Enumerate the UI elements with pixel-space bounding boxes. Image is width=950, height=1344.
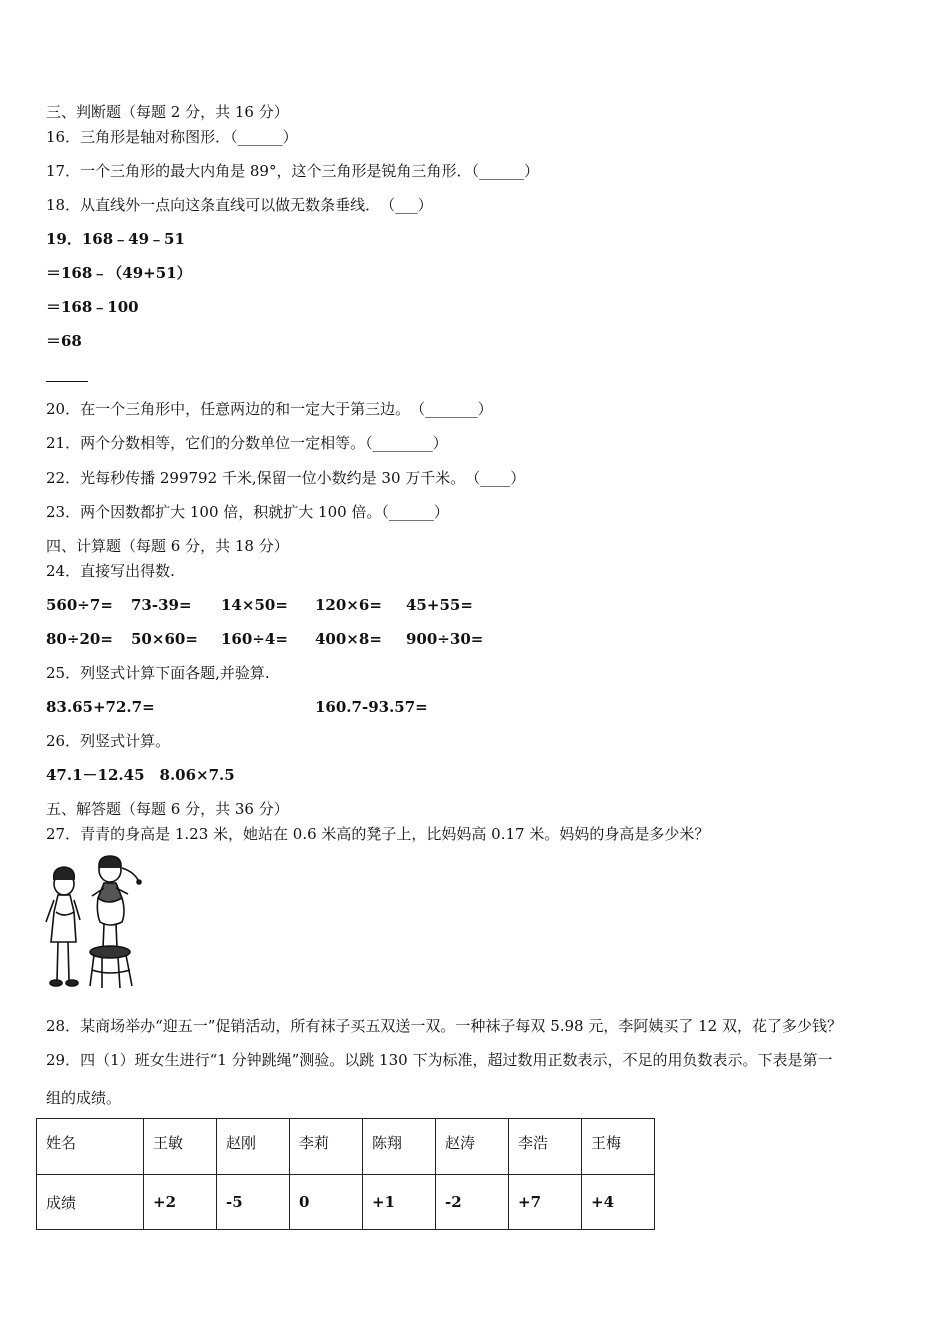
calc-item: 73-39= <box>131 596 192 614</box>
table-cell: +7 <box>509 1175 582 1230</box>
question-22: 22．光每秒传播 299792 千米,保留一位小数约是 30 万千米。 （____） <box>46 469 526 487</box>
question-19-line4: ＝68 <box>46 332 82 350</box>
question-20: 20．在一个三角形中，任意两边的和一定大于第三边。 （_______） <box>46 400 493 418</box>
table-cell: 姓名 <box>37 1119 144 1175</box>
table-cell: 王敏 <box>144 1119 217 1175</box>
question-16: 16．三角形是轴对称图形．（______） <box>46 128 298 146</box>
question-28: 28．某商场举办“迎五一”促销活动，所有袜子买五双送一双。一种袜子每双 5.98 元，李阿姨买了 12 双，花了多少钱？ <box>46 1017 842 1035</box>
calc-item: 14×50= <box>221 596 288 614</box>
table-cell: +2 <box>144 1175 217 1230</box>
table-cell: 李莉 <box>290 1119 363 1175</box>
table-cell: 陈翔 <box>363 1119 436 1175</box>
table-header-row <box>37 1119 655 1175</box>
table-row <box>37 1175 655 1230</box>
calc-item: 900÷30= <box>406 630 484 648</box>
table-cell: 0 <box>290 1175 363 1230</box>
table-cell: 赵刚 <box>217 1119 290 1175</box>
question-19-line2: ＝168﹣（49+51） <box>46 264 192 282</box>
section3-title: 三、判断题（每题 2 分，共 16 分） <box>46 103 289 121</box>
question-25-label: 25．列竖式计算下面各题,并验算. <box>46 664 270 682</box>
calc-item: 50×60= <box>131 630 198 648</box>
section4-title: 四、计算题（每题 6 分，共 18 分） <box>46 537 289 555</box>
question-17: 17．一个三角形的最大内角是 89°，这个三角形是锐角三角形．（______） <box>46 162 539 180</box>
calc-item: 560÷7= <box>46 596 113 614</box>
calc-item: 120×6= <box>315 596 382 614</box>
answer-blank-line <box>46 381 88 382</box>
question-29-line2: 组的成绩。 <box>46 1089 122 1107</box>
table-cell: 李浩 <box>509 1119 582 1175</box>
table-cell: +1 <box>363 1175 436 1230</box>
calc-item: 400×8= <box>315 630 382 648</box>
question-24-label: 24．直接写出得数. <box>46 562 175 580</box>
question-26-expr: 47.1－12.45 8.06×7.5 <box>46 766 235 784</box>
question-19-line1: 19．168﹣49﹣51 <box>46 230 185 248</box>
table-cell: 王梅 <box>582 1119 655 1175</box>
table-cell: 成绩 <box>37 1175 144 1230</box>
question-25-b: 160.7-93.57= <box>315 698 428 716</box>
girls-on-stool-illustration <box>42 852 152 992</box>
section5-title: 五、解答题（每题 6 分，共 36 分） <box>46 800 289 818</box>
table-cell: -2 <box>436 1175 509 1230</box>
calc-item: 45+55= <box>406 596 473 614</box>
table-cell: +4 <box>582 1175 655 1230</box>
question-18: 18．从直线外一点向这条直线可以做无数条垂线． （___） <box>46 196 433 214</box>
scores-table <box>36 1118 655 1230</box>
calc-item: 160÷4= <box>221 630 288 648</box>
question-25-a: 83.65+72.7= <box>46 698 155 716</box>
question-29-line1: 29．四（1）班女生进行“1 分钟跳绳”测验。以跳 130 下为标准，超过数用正数表示，不足的用负数表示。下表是第一 <box>46 1051 833 1069</box>
question-21: 21．两个分数相等，它们的分数单位一定相等。（________） <box>46 434 448 452</box>
question-27: 27．青青的身高是 1.23 米，她站在 0.6 米高的凳子上，比妈妈高 0.17 米。妈妈的身高是多少米？ <box>46 825 710 843</box>
question-23: 23．两个因数都扩大 100 倍，积就扩大 100 倍。（______） <box>46 503 449 521</box>
table-cell: 赵涛 <box>436 1119 509 1175</box>
table-cell: -5 <box>217 1175 290 1230</box>
question-26-label: 26．列竖式计算。 <box>46 732 171 750</box>
calc-item: 80÷20= <box>46 630 113 648</box>
question-19-line3: ＝168﹣100 <box>46 298 139 316</box>
